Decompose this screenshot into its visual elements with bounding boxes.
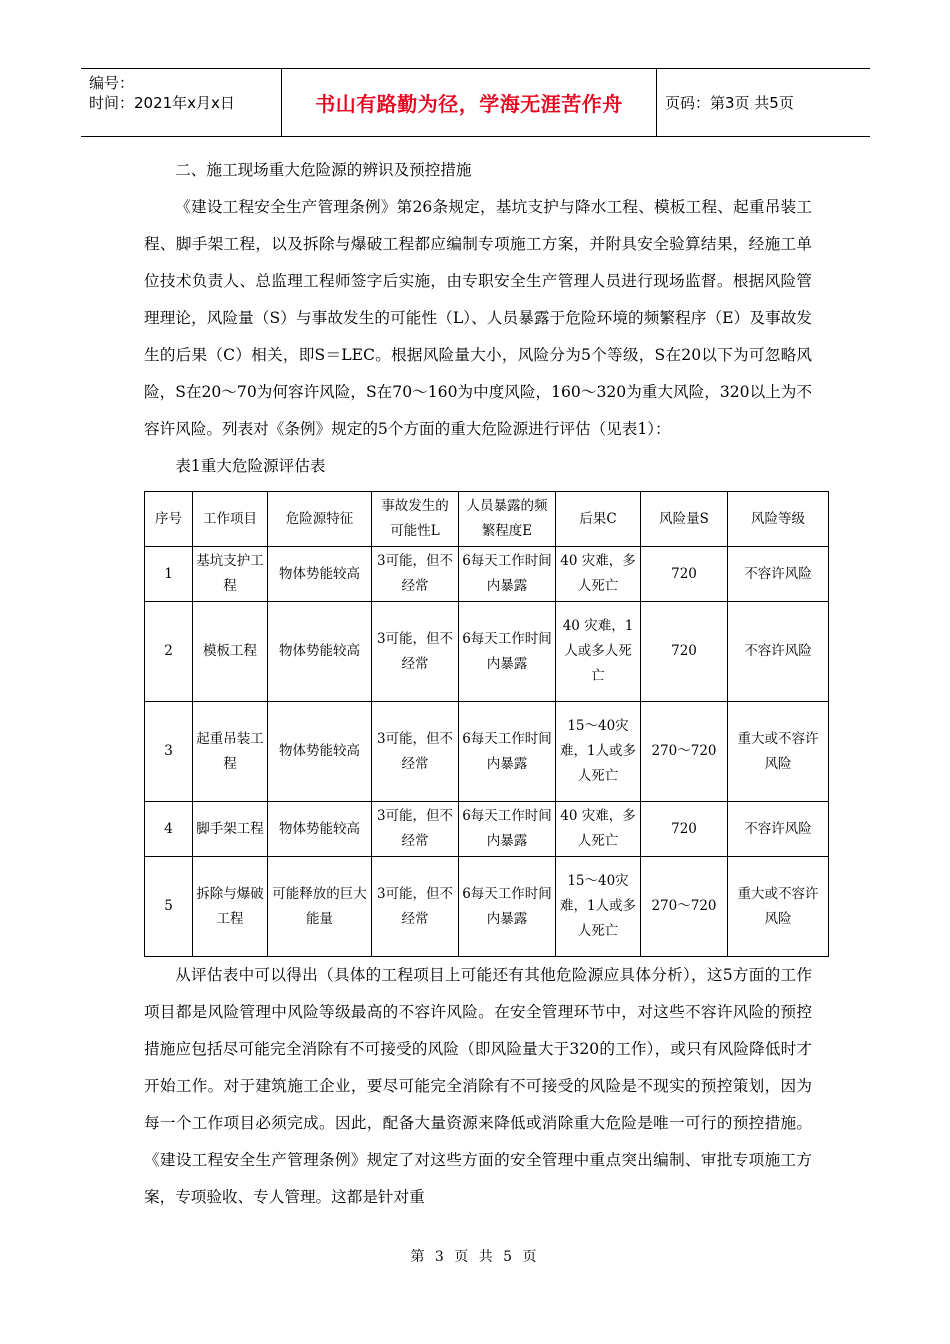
table-cell: 270～720	[641, 857, 728, 957]
date-label: 时间：2021年x月x日	[89, 94, 235, 112]
table-cell: 4	[145, 802, 193, 857]
table-row	[145, 602, 829, 702]
table-cell: 1	[145, 547, 193, 602]
table-row	[145, 547, 829, 602]
table-cell: 拆除与爆破工程	[193, 857, 268, 957]
header-motto: 书山有路勤为径，学海无涯苦作舟	[282, 69, 657, 136]
table-cell: 720	[641, 547, 728, 602]
table-cell: 物体势能较高	[268, 547, 372, 602]
header-cell: 后果C	[556, 492, 641, 547]
table-cell: 起重吊装工程	[193, 702, 268, 802]
table-caption: 表1重大危险源评估表	[175, 457, 326, 475]
table-row	[145, 802, 829, 857]
header-cell: 序号	[145, 492, 193, 547]
table-cell: 物体势能较高	[268, 702, 372, 802]
header-cell: 人员暴露的频繁程度E	[459, 492, 556, 547]
table-cell: 2	[145, 602, 193, 702]
header-cell: 风险等级	[728, 492, 829, 547]
paragraph-1: 《建设工程安全生产管理条例》第26条规定，基坑支护与降水工程、模板工程、起重吊装工程、脚手架工程，以及拆除与爆破工程都应编制专项施工方案，并附具安全验算结果，经施工单位技术负责人、总监理工程师签字后实施，由专职安全生产管理人员进行现场监督。根据风险管理理论，风险量（S）与事故发生的可能性（L）、人员暴露于危险环境的频繁程序（E）及事故发生的后果（C）相关，即S＝LEC。根据风险量大小，风险分为5个等级，S在20以下为可忽略风险，S在20～70为何容许风险，S在70～160为中度风险，160～320为重大风险，320以上为不容许风险。列表对《条例》规定的5个方面的重大危险源进行评估（见表1）：	[144, 198, 812, 438]
table-header-row	[145, 492, 829, 547]
document-body	[144, 152, 819, 1216]
table-cell: 脚手架工程	[193, 802, 268, 857]
table-row	[145, 857, 829, 957]
table-cell: 3可能，但不经常	[372, 602, 459, 702]
header-cell: 危险源特征	[268, 492, 372, 547]
page-footer: 第 3 页 共 5 页	[410, 1249, 540, 1265]
table-cell: 6每天工作时间内暴露	[459, 602, 556, 702]
table-cell: 720	[641, 802, 728, 857]
header-cell: 风险量S	[641, 492, 728, 547]
table-cell: 3可能，但不经常	[372, 547, 459, 602]
table-cell: 40 灾难，多人死亡	[556, 802, 641, 857]
table-cell: 40 灾难，多人死亡	[556, 547, 641, 602]
section-title: 二、施工现场重大危险源的辨识及预控措施	[175, 161, 472, 179]
table-cell: 重大或不容许风险	[728, 702, 829, 802]
table-cell: 可能释放的巨大能量	[268, 857, 372, 957]
table-cell: 不容许风险	[728, 802, 829, 857]
header-cell: 工作项目	[193, 492, 268, 547]
number-label: 编号：	[89, 74, 135, 92]
table-cell: 3可能，但不经常	[372, 702, 459, 802]
risk-assessment-table	[144, 491, 829, 957]
table-cell: 重大或不容许风险	[728, 857, 829, 957]
table-cell: 6每天工作时间内暴露	[459, 857, 556, 957]
table-cell: 40 灾难，1人或多人死亡	[556, 602, 641, 702]
table-cell: 物体势能较高	[268, 602, 372, 702]
table-cell: 720	[641, 602, 728, 702]
table-row	[145, 702, 829, 802]
table-cell: 6每天工作时间内暴露	[459, 802, 556, 857]
header-cell: 事故发生的可能性L	[372, 492, 459, 547]
table-cell: 15～40灾难，1人或多人死亡	[556, 702, 641, 802]
table-cell: 5	[145, 857, 193, 957]
table-cell: 物体势能较高	[268, 802, 372, 857]
table-cell: 3可能，但不经常	[372, 802, 459, 857]
table-cell: 6每天工作时间内暴露	[459, 702, 556, 802]
table-cell: 模板工程	[193, 602, 268, 702]
paragraph-2: 从评估表中可以得出（具体的工程项目上可能还有其他危险源应具体分析），这5方面的工作项目都是风险管理中风险等级最高的不容许风险。在安全管理环节中，对这些不容许风险的预控措施应包括尽可能完全消除有不可接受的风险（即风险量大于320的工作），或只有风险降低时才开始工作。对于建筑施工企业，要尽可能完全消除有不可接受的风险是不现实的预控策划，因为每一个工作项目必须完成。因此，配备大量资源来降低或消除重大危险是唯一可行的预控措施。《建设工程安全生产管理条例》规定了对这些方面的安全管理中重点突出编制、审批专项施工方案，专项验收、专人管理。这都是针对重	[144, 966, 812, 1206]
header-meta	[81, 69, 282, 136]
table-cell: 6每天工作时间内暴露	[459, 547, 556, 602]
table-cell: 270～720	[641, 702, 728, 802]
table-cell: 15～40灾难，1人或多人死亡	[556, 857, 641, 957]
table-cell: 3	[145, 702, 193, 802]
page-header	[81, 68, 870, 137]
header-page-info: 页码：第3页 共5页	[665, 94, 794, 112]
table-cell: 3可能，但不经常	[372, 857, 459, 957]
table-cell: 不容许风险	[728, 547, 829, 602]
table-cell: 不容许风险	[728, 602, 829, 702]
table-cell: 基坑支护工程	[193, 547, 268, 602]
